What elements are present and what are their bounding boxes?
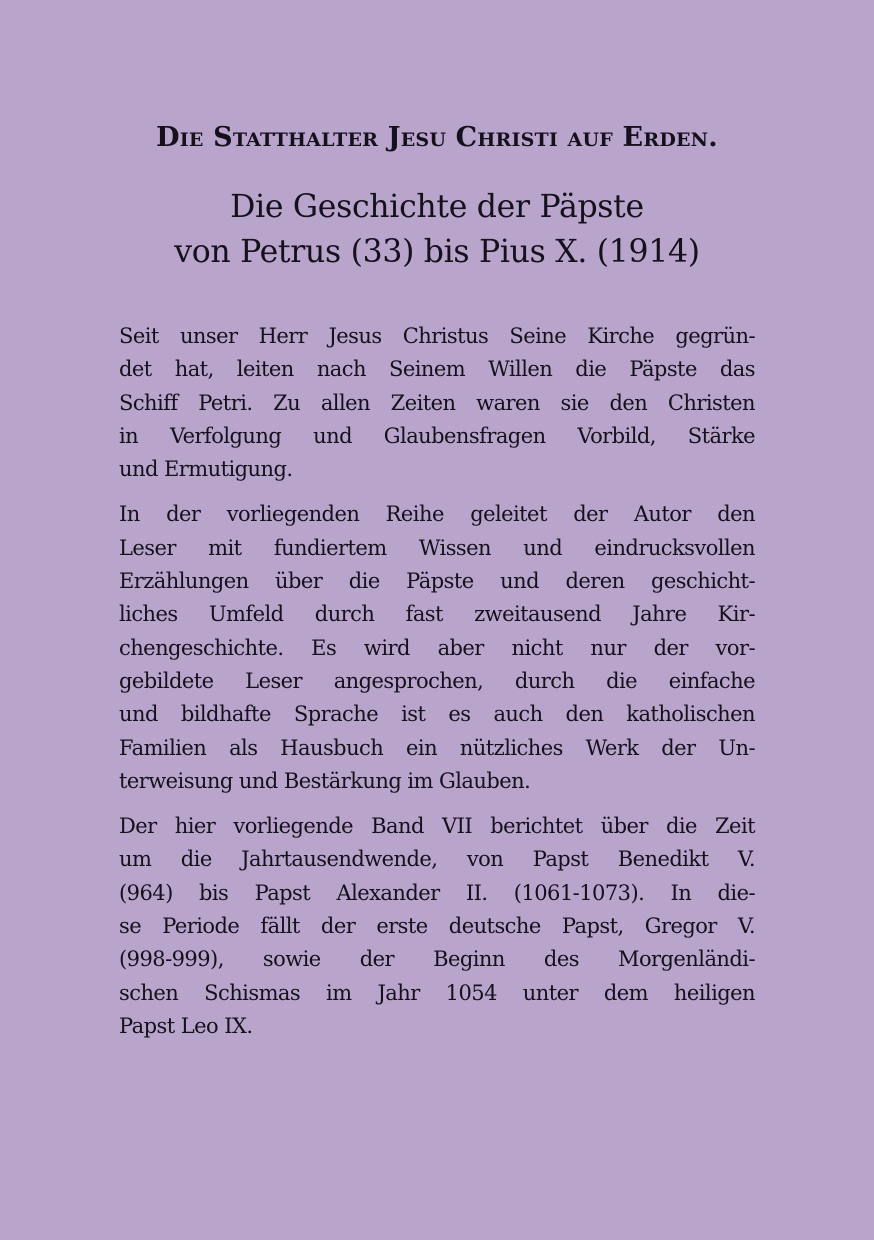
text-line: schen Schismas im Jahr 1054 unter dem heiligen	[119, 980, 755, 1005]
text-line: Der hier vorliegende Band VII berichtet über die Zeit	[119, 814, 755, 839]
subtitle	[0, 185, 874, 275]
text-line: In der vorliegenden Reihe geleitet der Autor den	[119, 502, 755, 527]
text-line: Schiff Petri. Zu allen Zeiten waren sie den Christen	[119, 390, 755, 415]
text-line: se Periode fällt der erste deutsche Papst, Gregor V.	[119, 914, 755, 939]
text-line: Seit unser Herr Jesus Christus Seine Kirche gegrün-	[119, 324, 755, 348]
paragraph-intro	[119, 320, 755, 486]
text-line: und Ermutigung.	[119, 457, 293, 482]
text-line: liches Umfeld durch fast zweitausend Jahre Kir-	[119, 602, 755, 627]
text-line: (998-999), sowie der Beginn des Morgenländi-	[119, 947, 755, 972]
text-line: Erzählungen über die Päpste und deren geschicht-	[119, 569, 755, 594]
series-title: Die Statthalter Jesu Christi auf Erden.	[156, 122, 718, 153]
text-line: terweisung und Bestärkung im Glauben.	[119, 768, 531, 793]
text-line: in Verfolgung und Glaubensfragen Vorbild, Stärke	[119, 423, 755, 448]
text-line: und bildhafte Sprache ist es auch den katholischen	[119, 702, 755, 727]
text-line: (964) bis Papst Alexander II. (1061-1073). In die-	[119, 880, 755, 905]
text-line: Leser mit fundiertem Wissen und eindrucksvollen	[119, 535, 755, 560]
subtitle-line-1: Die Geschichte der Päpste	[230, 189, 644, 225]
text-line: gebildete Leser angesprochen, durch die einfache	[119, 668, 755, 693]
paragraph-series	[119, 498, 755, 798]
subtitle-line-2: von Petrus (33) bis Pius X. (1914)	[174, 234, 700, 270]
text-line: det hat, leiten nach Seinem Willen die Päpste das	[119, 357, 755, 382]
text-line: Papst Leo IX.	[119, 1013, 253, 1038]
blurb-text	[119, 320, 755, 1055]
text-line: um die Jahrtausendwende, von Papst Benedikt V.	[119, 847, 755, 872]
text-line: Familien als Hausbuch ein nützliches Werk der Un-	[119, 735, 755, 760]
text-line: chengeschichte. Es wird aber nicht nur der vor-	[119, 635, 755, 660]
paragraph-volume	[119, 810, 755, 1043]
